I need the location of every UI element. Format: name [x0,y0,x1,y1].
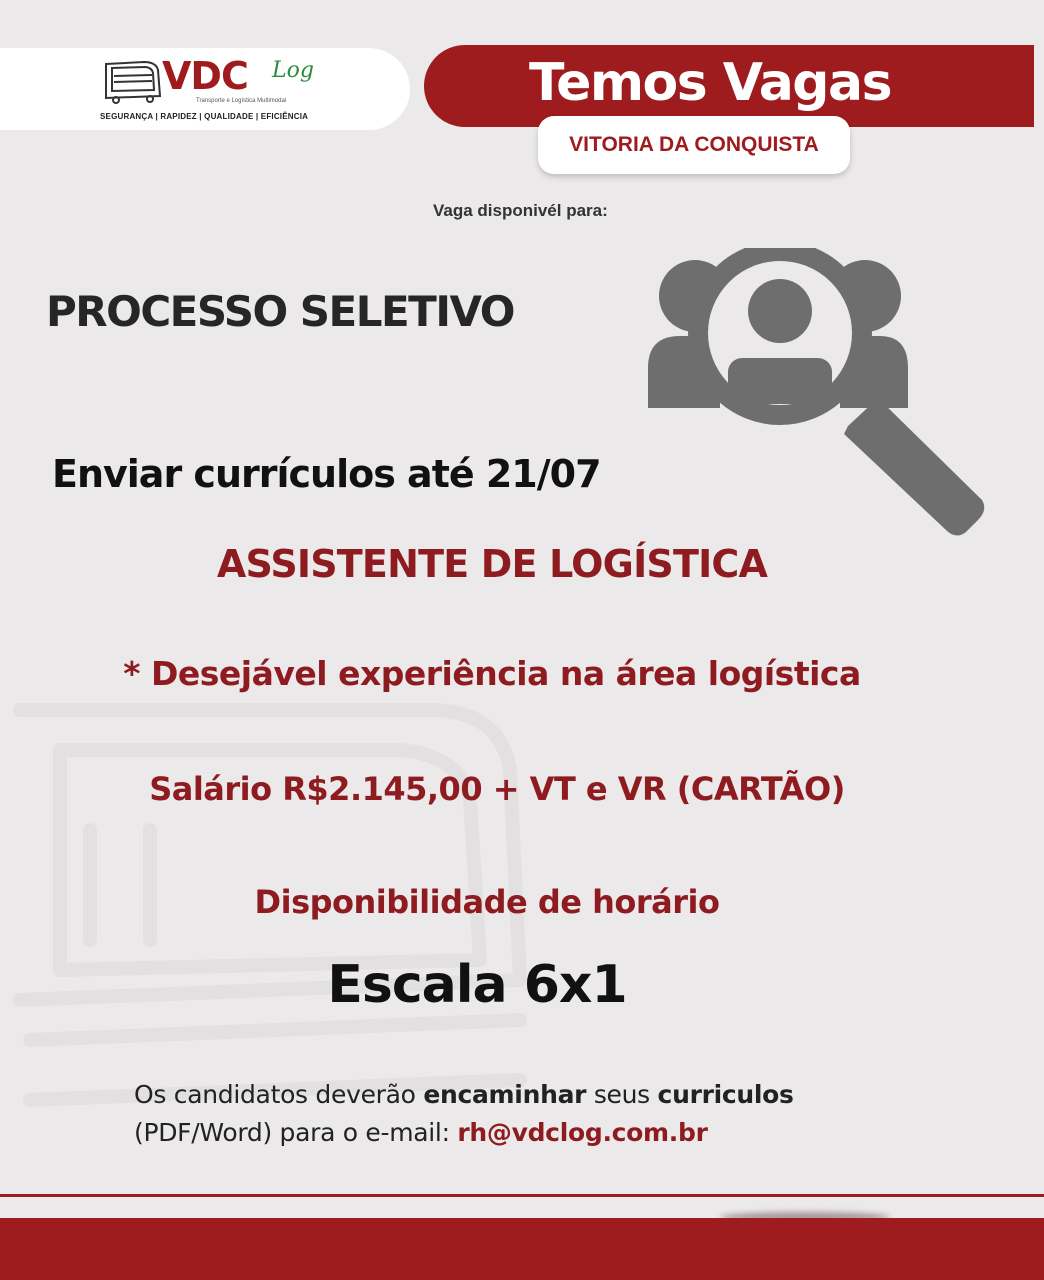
logo-panel [0,48,410,130]
logo-subtitle: Transporte e Logística Multimodal [196,98,287,104]
truck-icon [100,56,164,106]
available-label: Vaga disponivél para: [433,201,608,220]
job-requirement: * Desejável experiência na área logística [123,654,861,693]
instructions-text: Os candidatos deverão [134,1080,424,1109]
job-availability: Disponibilidade de horário [254,883,720,921]
instructions-text: seus [586,1080,658,1109]
deadline-text: Enviar currículos até 21/07 [52,452,601,496]
header-banner [424,45,1034,127]
footer-divider [0,1194,1044,1197]
logo-script: Log [272,58,314,83]
work-schedule: Escala 6x1 [327,955,627,1015]
process-title: PROCESSO SELETIVO [46,287,514,336]
logo-tagline: SEGURANÇA | RAPIDEZ | QUALIDADE | EFICIÊNCIA [100,112,309,121]
job-role: ASSISTENTE DE LOGÍSTICA [216,542,768,586]
footer-bar [0,1218,1044,1280]
instructions-text: (PDF/Word) para o e-mail: [134,1118,458,1147]
email-link[interactable]: rh@vdclog.com.br [457,1118,708,1147]
job-salary: Salário R$2.145,00 + VT e VR (CARTÃO) [149,770,845,808]
instructions-bold: curriculos [657,1080,794,1109]
city-badge: VITORIA DA CONQUISTA [538,116,850,174]
logo-wordmark: VDC [162,54,248,98]
banner-title: Temos Vagas [529,53,892,113]
application-instructions [134,1076,934,1152]
people-search-icon [640,248,990,553]
instructions-bold: encaminhar [423,1080,587,1109]
